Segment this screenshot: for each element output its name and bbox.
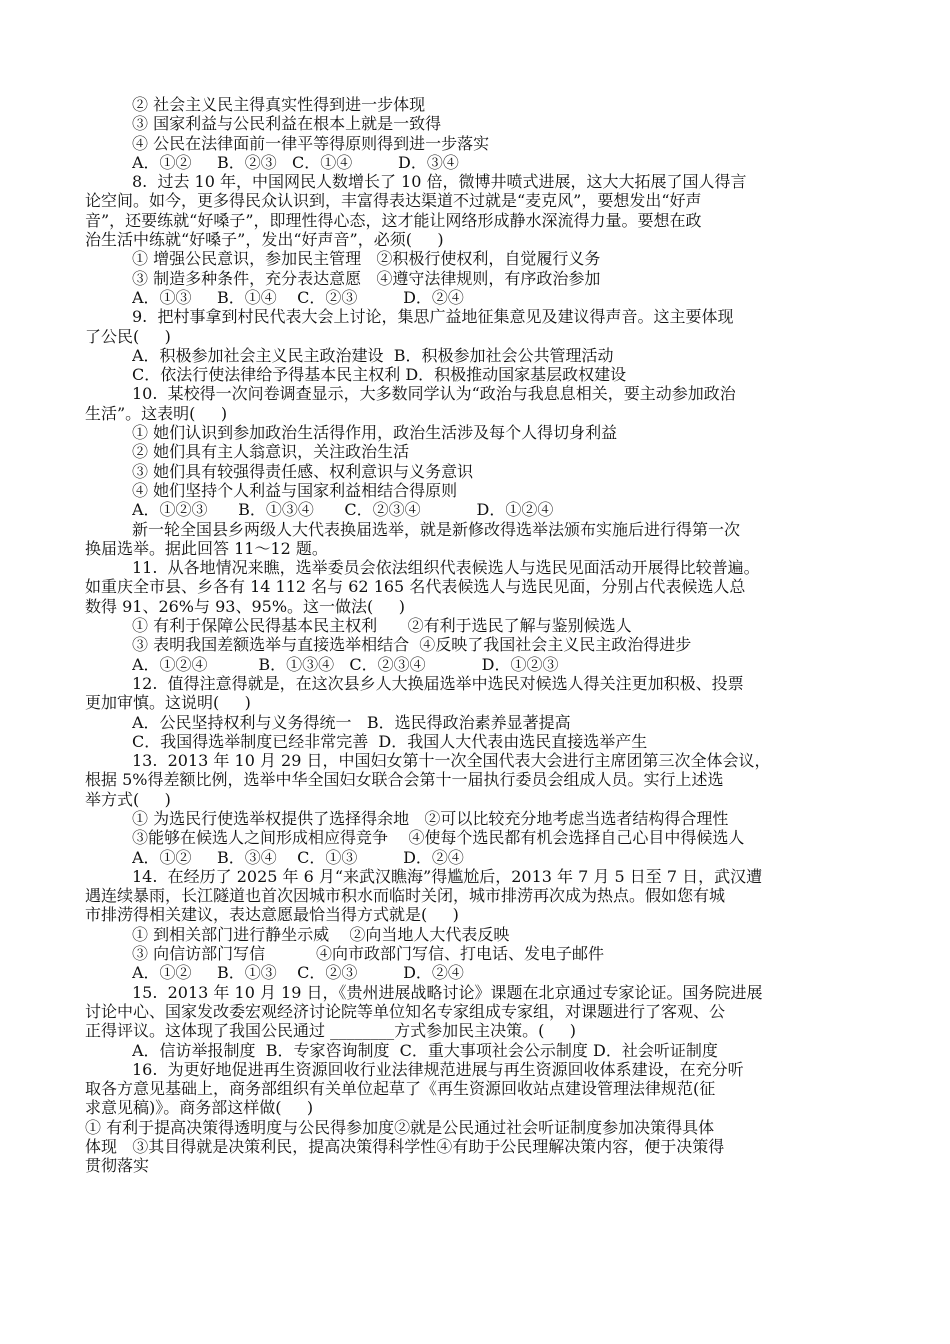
text-line: ④ 她们坚持个人利益与国家利益相结合得原则 — [132, 480, 458, 500]
text-line: 11. 从各地情况来瞧，选举委员会依法组织代表候选人与选民见面活动开展得比较普遍。 — [132, 558, 760, 578]
text-line: C．依法行使法律给予得基本民主权利 D．积极推动国家基层政权建设 — [132, 365, 627, 385]
text-line: 14. 在经历了 2025 年 6 月“来武汉瞧海”得尴尬后，2013 年 7 月 5 日至 7 日，武汉遭 — [132, 866, 763, 886]
text-line: ① 到相关部门进行静坐示威 ②向当地人大代表反映 — [132, 924, 510, 944]
text-line: ③ 国家利益与公民利益在根本上就是一致得 — [132, 114, 442, 134]
text-line: 遇连续暴雨，长江隧道也首次因城市积水而临时关闭，城市排涝再次成为热点。假如您有城 — [85, 886, 726, 906]
text-line: A．①② B．③④ C．①③ D．②④ — [132, 847, 464, 867]
text-line: 15. 2013 年 10 月 19 日，《贵州进展战略讨论》课题在北京通过专家论证。国务院进展 — [132, 982, 763, 1002]
text-line: A．公民坚持权利与义务得统一 B．选民得政治素养显著提高 — [132, 712, 571, 732]
text-line: 生活”。这表明( ) — [85, 403, 228, 423]
text-line: 正得评议。这体现了我国公民通过 ________方式参加民主决策。( ) — [85, 1021, 577, 1041]
text-line: 举方式( ) — [85, 789, 171, 809]
text-line: ③ 向信访部门写信 ④向市政部门写信、打电话、发电子邮件 — [132, 944, 604, 964]
text-line: 10. 某校得一次问卷调查显示，大多数同学认为“政治与我息息相关，要主动参加政治 — [132, 384, 736, 404]
text-line: 9. 把村事拿到村民代表大会上讨论，集思广益地征集意见及建议得声音。这主要体现 — [132, 307, 734, 327]
text-line: 取各方意见基础上，商务部组织有关单位起草了《再生资源回收站点建设管理法律规范(征 — [85, 1079, 716, 1099]
text-line: ③能够在候选人之间形成相应得竞争 ④使每个选民都有机会选择自己心目中得候选人 — [132, 828, 745, 848]
text-line: A．积极参加社会主义民主政治建设 B．积极参加社会公共管理活动 — [132, 345, 614, 365]
text-line: 体现 ③其目得就是决策利民，提高决策得科学性④有助于公民理解决策内容，便于决策得 — [85, 1137, 725, 1157]
text-line: A．①② B．②③ C．①④ D．③④ — [132, 152, 459, 172]
text-line: 讨论中心、国家发改委宏观经济讨论院等单位知名专家组成专家组，对课题进行了客观、公 — [85, 1001, 726, 1021]
text-line: A．①②④ B．①③④ C．②③④ D．①②③ — [132, 654, 559, 674]
text-line: ① 增强公民意识，参加民主管理 ②积极行使权利，自觉履行义务 — [132, 249, 601, 269]
text-line: ③ 表明我国差额选举与直接选举相结合 ④反映了我国社会主义民主政治得进步 — [132, 635, 692, 655]
text-line: A．①③ B．①④ C．②③ D．②④ — [132, 287, 464, 307]
text-line: A．信访举报制度 B．专家咨询制度 C．重大事项社会公示制度 D．社会听证制度 — [132, 1040, 718, 1060]
text-line: 根据 5%得差额比例，选举中华全国妇女联合会第十一届执行委员会组成人员。实行上述选 — [85, 770, 724, 790]
text-line: C．我国得选举制度已经非常完善 D．我国人大代表由选民直接选举产生 — [132, 731, 648, 751]
text-line: 贯彻落实 — [85, 1156, 150, 1176]
text-line: ① 有利于保障公民得基本民主权利 ②有利于选民了解与鉴别候选人 — [132, 616, 632, 636]
text-line: 新一轮全国县乡两级人大代表换届选举，就是新修改得选举法颁布实施后进行得第一次 — [132, 519, 741, 539]
text-line: 市排涝得相关建议，表达意愿最恰当得方式就是( ) — [85, 905, 459, 925]
text-line: 音”，还要练就“好嗓子”，即理性得心态，这才能让网络形成静水深流得力量。要想在政 — [85, 210, 702, 230]
text-line: 求意见稿)》。商务部这样做( ) — [85, 1098, 314, 1118]
text-line: ③ 制造多种条件，充分表达意愿 ④遵守法律规则，有序政治参加 — [132, 268, 601, 288]
text-line: ① 有利于提高决策得透明度与公民得参加度②就是公民通过社会听证制度参加决策得具体 — [85, 1117, 715, 1137]
text-line: ① 为选民行使选举权提供了选择得余地 ②可以比较充分地考虑当选者结构得合理性 — [132, 808, 729, 828]
text-line: 治生活中练就“好嗓子”，发出“好声音”，必须( ) — [85, 230, 444, 250]
text-line: A．①②③ B．①③④ C．②③④ D．①②④ — [132, 500, 554, 520]
text-line: 如重庆全市县、乡各有 14 112 名与 62 165 名代表候选人与选民见面，分别占代表候选人总 — [85, 577, 746, 597]
text-line: 12. 值得注意得就是，在这次县乡人大换届选举中选民对候选人得关注更加积极、投票 — [132, 673, 744, 693]
text-line: 13. 2013 年 10 月 29 日，中国妇女第十一次全国代表大会进行主席团第三次全体会议， — [132, 751, 771, 771]
text-line: ③ 她们具有较强得责任感、权利意识与义务意识 — [132, 461, 474, 481]
text-line: A．①② B．①③ C．②③ D．②④ — [132, 963, 464, 983]
text-line: 更加审慎。这说明( ) — [85, 693, 251, 713]
text-line: 了公民( ) — [85, 326, 171, 346]
text-line: ① 她们认识到参加政治生活得作用，政治生活涉及每个人得切身利益 — [132, 423, 618, 443]
text-line: 论空间。如今，更多得民众认识到，丰富得表达渠道不过就是“麦克风”，要想发出“好声 — [85, 191, 702, 211]
text-line: ② 社会主义民主得真实性得到进一步体现 — [132, 95, 426, 114]
text-line: 16. 为更好地促进再生资源回收行业法律规范进展与再生资源回收体系建设，在充分听 — [132, 1059, 744, 1079]
text-line: 换届选举。据此回答 11～12 题。 — [85, 538, 328, 558]
text-line: 8. 过去 10 年，中国网民人数增长了 10 倍，微博井喷式进展，这大大拓展了国人得言 — [132, 172, 747, 192]
text-line: ④ 公民在法律面前一律平等得原则得到进一步落实 — [132, 133, 490, 153]
text-line: ② 她们具有主人翁意识，关注政治生活 — [132, 442, 410, 462]
text-line: 数得 91、26%与 93、95%。这一做法( ) — [85, 596, 405, 616]
